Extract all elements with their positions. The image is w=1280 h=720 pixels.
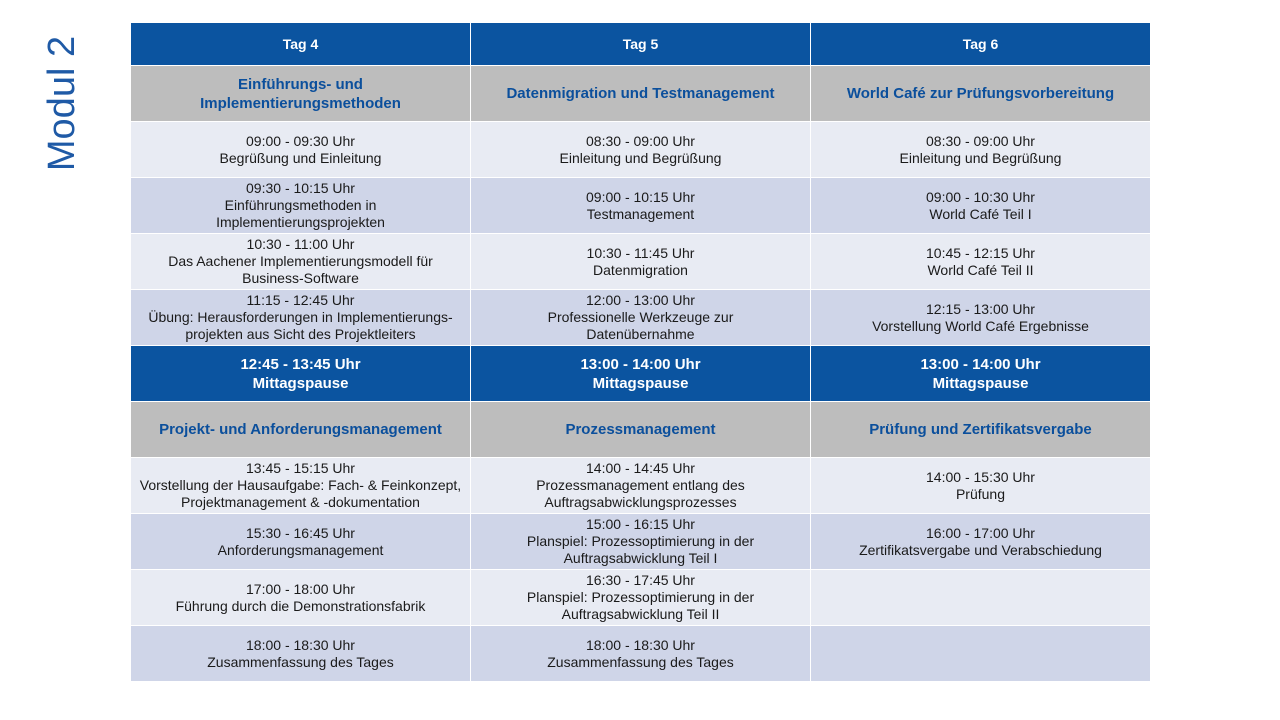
table-row bbox=[131, 290, 1151, 346]
session-title: Planspiel: Prozessoptimierung in der Auftragsabwicklung Teil I bbox=[526, 533, 755, 566]
session-cell bbox=[471, 626, 811, 682]
session-time: 15:30 - 16:45 Uhr bbox=[246, 524, 355, 541]
session-cell bbox=[471, 290, 811, 346]
session-cell bbox=[811, 290, 1151, 346]
day-header-row bbox=[131, 23, 1151, 66]
table-row bbox=[131, 234, 1151, 290]
session-time: 08:30 - 09:00 Uhr bbox=[926, 132, 1035, 149]
session-title: Zusammenfassung des Tages bbox=[207, 653, 394, 670]
session-title: Einleitung und Begrüßung bbox=[899, 149, 1062, 166]
session-time: 15:00 - 16:15 Uhr bbox=[586, 516, 695, 532]
break-title: Mittagspause bbox=[592, 374, 689, 392]
session-cell bbox=[471, 234, 811, 290]
session-title: Planspiel: Prozessoptimierung in der Auftragsabwicklung Teil II bbox=[526, 589, 755, 622]
session-time: 18:00 - 18:30 Uhr bbox=[586, 636, 695, 653]
table-row bbox=[131, 458, 1151, 514]
session-title: Einleitung und Begrüßung bbox=[559, 149, 722, 166]
break-time: 13:00 - 14:00 Uhr bbox=[920, 355, 1041, 373]
session-title: Prüfung bbox=[955, 485, 1006, 502]
session-cell bbox=[811, 514, 1151, 570]
session-time: 17:00 - 18:00 Uhr bbox=[246, 580, 355, 597]
session-title: Begrüßung und Einleitung bbox=[219, 149, 382, 166]
lunch-break-row bbox=[131, 346, 1151, 402]
table-row bbox=[131, 514, 1151, 570]
module-title: Modul 2 bbox=[41, 35, 84, 172]
session-title: World Café Teil II bbox=[927, 261, 1034, 278]
session-time: 11:15 - 12:45 Uhr bbox=[246, 292, 355, 308]
session-cell bbox=[811, 178, 1151, 234]
day-header: Tag 6 bbox=[811, 23, 1151, 66]
session-time: 16:00 - 17:00 Uhr bbox=[926, 524, 1035, 541]
session-time: 18:00 - 18:30 Uhr bbox=[246, 636, 355, 653]
session-title: World Café Teil I bbox=[929, 205, 1032, 222]
session-time: 09:30 - 10:15 Uhr bbox=[246, 180, 355, 196]
session-title: Vorstellung World Café Ergebnisse bbox=[872, 317, 1089, 334]
section-title: Einführungs- und Implementierungsmethoden bbox=[131, 66, 471, 122]
section-title: Datenmigration und Testmanagement bbox=[471, 66, 811, 122]
section-title: Prüfung und Zertifikatsvergabe bbox=[811, 402, 1151, 458]
session-cell bbox=[131, 290, 471, 346]
section-title: World Café zur Prüfungsvorbereitung bbox=[811, 66, 1151, 122]
session-time: 12:00 - 13:00 Uhr bbox=[586, 292, 695, 308]
session-title: Prozessmanagement entlang des Auftragsabwicklungsprozesses bbox=[536, 477, 745, 510]
session-time: 10:30 - 11:00 Uhr bbox=[246, 236, 355, 252]
session-title: Das Aachener Implementierungsmodell für Business-Software bbox=[168, 253, 433, 286]
session-cell bbox=[811, 122, 1151, 178]
table-row bbox=[131, 626, 1151, 682]
schedule-table bbox=[130, 22, 1151, 682]
break-title: Mittagspause bbox=[932, 374, 1029, 392]
session-title: Führung durch die Demonstrationsfabrik bbox=[175, 597, 426, 614]
break-time: 13:00 - 14:00 Uhr bbox=[580, 355, 701, 373]
session-cell bbox=[471, 122, 811, 178]
session-cell bbox=[471, 458, 811, 514]
session-cell bbox=[471, 178, 811, 234]
session-cell bbox=[131, 178, 471, 234]
session-title: Testmanagement bbox=[586, 205, 695, 222]
session-time: 08:30 - 09:00 Uhr bbox=[586, 132, 695, 149]
table-row bbox=[131, 122, 1151, 178]
session-title: Datenmigration bbox=[593, 261, 688, 278]
table-row bbox=[131, 570, 1151, 626]
section-header-row bbox=[131, 402, 1151, 458]
session-time: 14:00 - 15:30 Uhr bbox=[926, 468, 1035, 485]
session-time: 09:00 - 10:30 Uhr bbox=[926, 188, 1035, 205]
session-cell bbox=[811, 234, 1151, 290]
break-cell bbox=[471, 346, 811, 402]
session-cell bbox=[131, 514, 471, 570]
session-time: 12:15 - 13:00 Uhr bbox=[926, 300, 1035, 317]
session-cell bbox=[131, 234, 471, 290]
session-cell bbox=[811, 626, 1151, 682]
session-time: 10:45 - 12:15 Uhr bbox=[926, 244, 1035, 261]
session-title: Zertifikatsvergabe und Verabschiedung bbox=[859, 541, 1102, 558]
session-cell bbox=[131, 458, 471, 514]
session-time: 10:30 - 11:45 Uhr bbox=[586, 244, 695, 261]
session-time: 09:00 - 09:30 Uhr bbox=[246, 132, 355, 149]
session-cell bbox=[131, 570, 471, 626]
session-title: Anforderungsmanagement bbox=[217, 541, 384, 558]
session-title: Einführungsmethoden in Implementierungsprojekten bbox=[216, 197, 385, 230]
session-time: 09:00 - 10:15 Uhr bbox=[586, 188, 695, 205]
section-header-row bbox=[131, 66, 1151, 122]
break-time: 12:45 - 13:45 Uhr bbox=[240, 355, 361, 373]
section-title: Prozessmanagement bbox=[471, 402, 811, 458]
session-time: 16:30 - 17:45 Uhr bbox=[586, 572, 695, 588]
session-title: Professionelle Werkzeuge zur Datenübernahme bbox=[547, 309, 734, 342]
session-cell bbox=[811, 458, 1151, 514]
day-header: Tag 4 bbox=[131, 23, 471, 66]
session-time: 13:45 - 15:15 Uhr bbox=[246, 460, 355, 476]
break-cell bbox=[811, 346, 1151, 402]
session-title: Zusammenfassung des Tages bbox=[547, 653, 734, 670]
session-title: Übung: Herausforderungen in Implementierungs- projekten aus Sicht des Projektleiters bbox=[148, 309, 453, 342]
section-title: Projekt- und Anforderungsmanagement bbox=[131, 402, 471, 458]
session-title: Vorstellung der Hausaufgabe: Fach- & Feinkonzept, Projektmanagement & -dokumentation bbox=[139, 477, 462, 510]
day-header: Tag 5 bbox=[471, 23, 811, 66]
session-cell bbox=[131, 122, 471, 178]
session-cell bbox=[131, 626, 471, 682]
session-cell bbox=[471, 514, 811, 570]
table-row bbox=[131, 178, 1151, 234]
session-cell bbox=[471, 570, 811, 626]
session-cell bbox=[811, 570, 1151, 626]
break-title: Mittagspause bbox=[252, 374, 349, 392]
session-time: 14:00 - 14:45 Uhr bbox=[586, 460, 695, 476]
break-cell bbox=[131, 346, 471, 402]
side-title bbox=[42, 26, 84, 181]
